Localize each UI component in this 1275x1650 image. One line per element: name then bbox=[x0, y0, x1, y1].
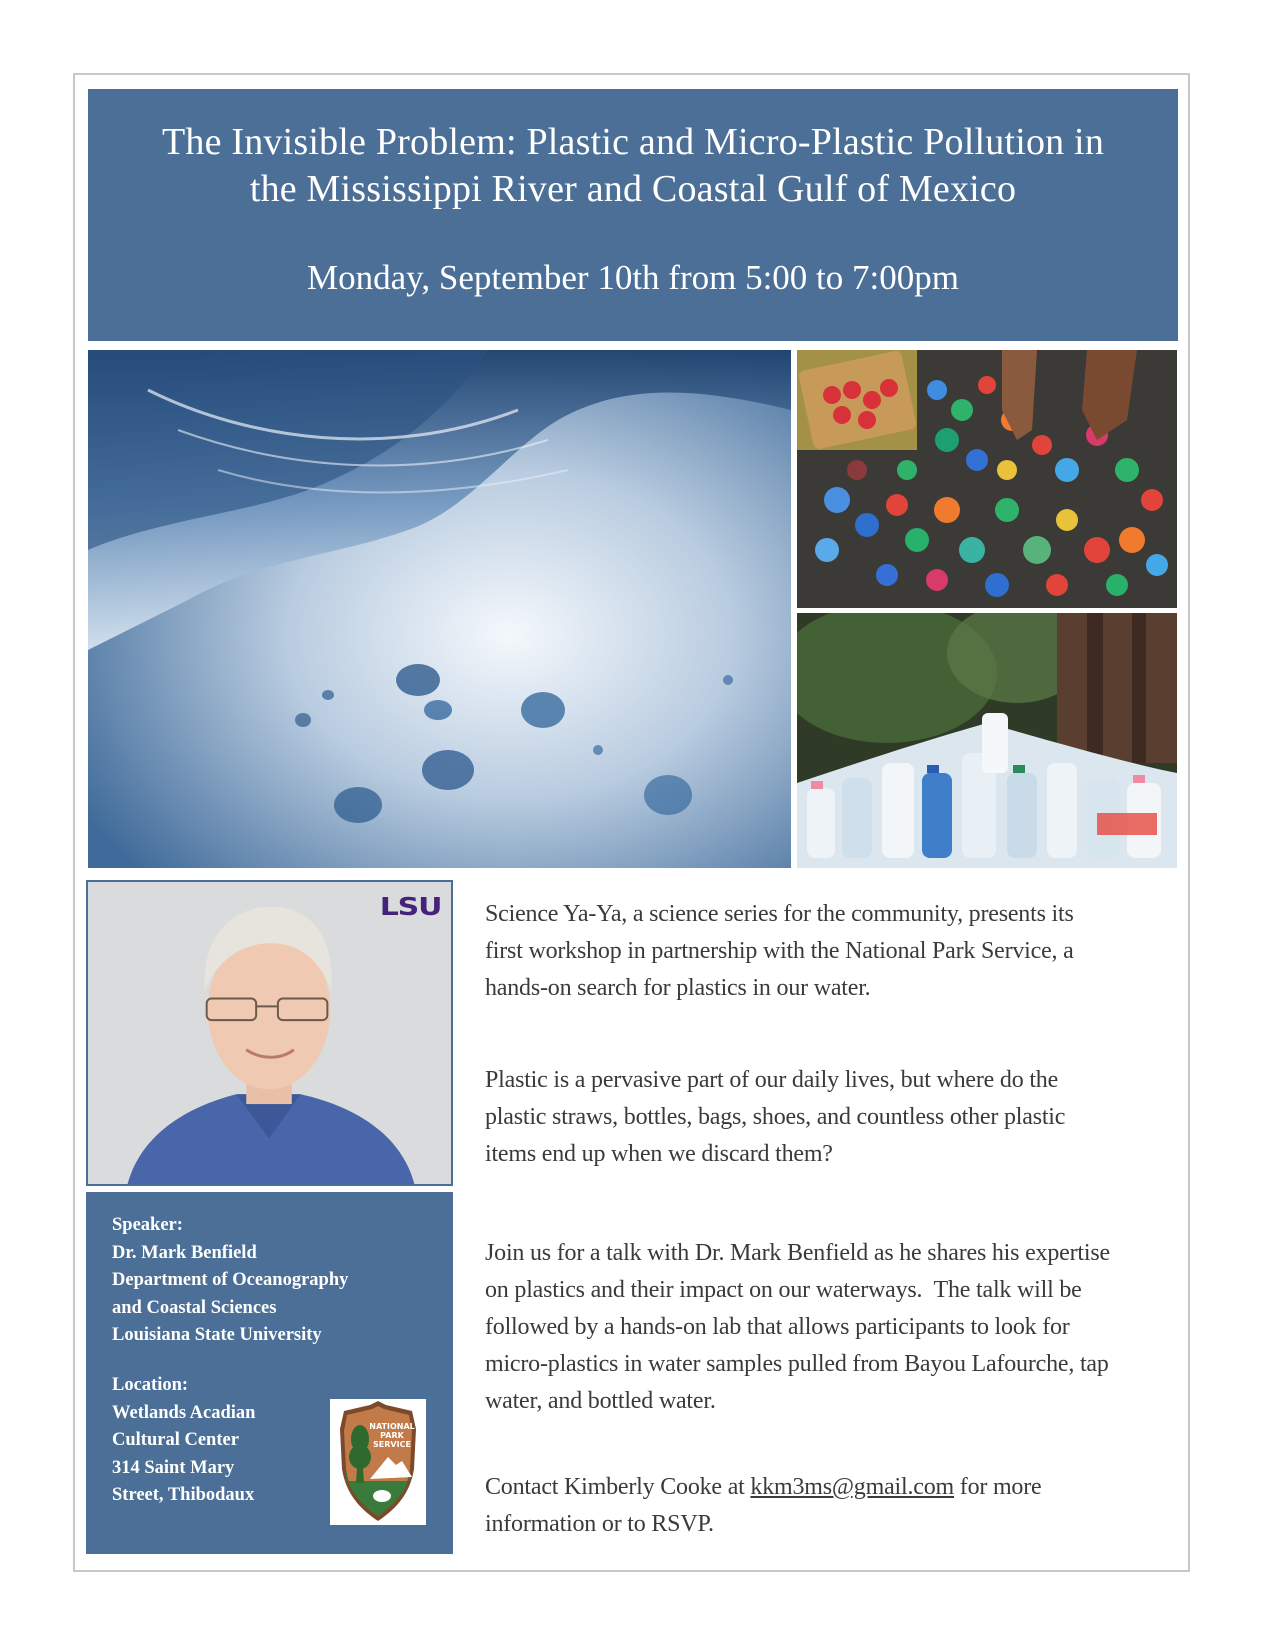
location-label: Location: bbox=[112, 1375, 189, 1395]
intro-line: first workshop in partnership with the National Park Service, a bbox=[485, 938, 1074, 964]
question-line: items end up when we discard them? bbox=[485, 1141, 833, 1167]
plastic-bottle-caps-photo bbox=[797, 350, 1177, 608]
location-line-2: Cultural Center bbox=[112, 1430, 239, 1450]
nps-text-park: PARK bbox=[380, 1431, 404, 1440]
speaker-label: Speaker: bbox=[112, 1215, 183, 1235]
location-line-3: 314 Saint Mary bbox=[112, 1457, 235, 1478]
event-info-box bbox=[86, 1192, 453, 1554]
location-line-1: Wetlands Acadian bbox=[112, 1402, 256, 1423]
plastic-bottles-photo bbox=[797, 613, 1177, 868]
event-date: Monday, September 10th from 5:00 to 7:00pm bbox=[307, 258, 959, 297]
talk-line: on plastics and their impact on our waterways. The talk will be bbox=[485, 1277, 1082, 1303]
contact-line-1 bbox=[485, 1469, 1195, 1506]
question-line: Plastic is a pervasive part of our daily lives, but where do the bbox=[485, 1067, 1059, 1093]
talk-line: micro-plastics in water samples pulled from Bayou Lafourche, tap bbox=[485, 1351, 1109, 1377]
nps-text-national: NATIONAL bbox=[369, 1422, 415, 1431]
contact-prefix: Contact Kimberly Cooke at bbox=[485, 1474, 751, 1500]
question-line: plastic straws, bottles, bags, shoes, and countless other plastic bbox=[485, 1104, 1066, 1130]
contact-suffix: for more bbox=[953, 1474, 1042, 1500]
speaker-university: Louisiana State University bbox=[112, 1325, 322, 1345]
water-splash-photo bbox=[88, 350, 791, 868]
plastic-question-paragraph bbox=[485, 1062, 1195, 1173]
talk-line: water, and bottled water. bbox=[485, 1388, 716, 1414]
speaker-name: Dr. Mark Benfield bbox=[112, 1242, 257, 1263]
event-title-line-2: the Mississippi River and Coastal Gulf of Mexico bbox=[249, 168, 1017, 210]
contact-email-link[interactable]: kkm3ms@gmail.com bbox=[750, 1474, 954, 1500]
talk-line: Join us for a talk with Dr. Mark Benfield as he shares his expertise bbox=[485, 1240, 1110, 1266]
event-title bbox=[88, 119, 1178, 213]
speaker-department-line-1: Department of Oceanography bbox=[112, 1270, 349, 1290]
event-title-line-1: The Invisible Problem: Plastic and Micro-Plastic Pollution in bbox=[161, 121, 1105, 163]
intro-line: hands-on search for plastics in our water. bbox=[485, 975, 871, 1001]
lsu-logo: LSU bbox=[379, 892, 441, 921]
contact-paragraph bbox=[485, 1469, 1195, 1543]
speaker-department-line-2: and Coastal Sciences bbox=[112, 1297, 277, 1318]
speaker-portrait-photo bbox=[86, 880, 453, 1186]
location-line-4: Street, Thibodaux bbox=[112, 1485, 255, 1505]
talk-line: followed by a hands-on lab that allows participants to look for bbox=[485, 1314, 1070, 1340]
national-park-service-logo bbox=[330, 1399, 426, 1525]
speaker-info bbox=[112, 1212, 348, 1350]
intro-line: Science Ya-Ya, a science series for the community, presents its bbox=[485, 901, 1074, 927]
flyer-header bbox=[88, 89, 1178, 341]
talk-description-paragraph bbox=[485, 1235, 1195, 1420]
location-info bbox=[112, 1372, 255, 1510]
contact-line-2: information or to RSVP. bbox=[485, 1511, 714, 1537]
nps-text-service: SERVICE bbox=[373, 1440, 411, 1449]
intro-paragraph bbox=[485, 896, 1195, 1007]
